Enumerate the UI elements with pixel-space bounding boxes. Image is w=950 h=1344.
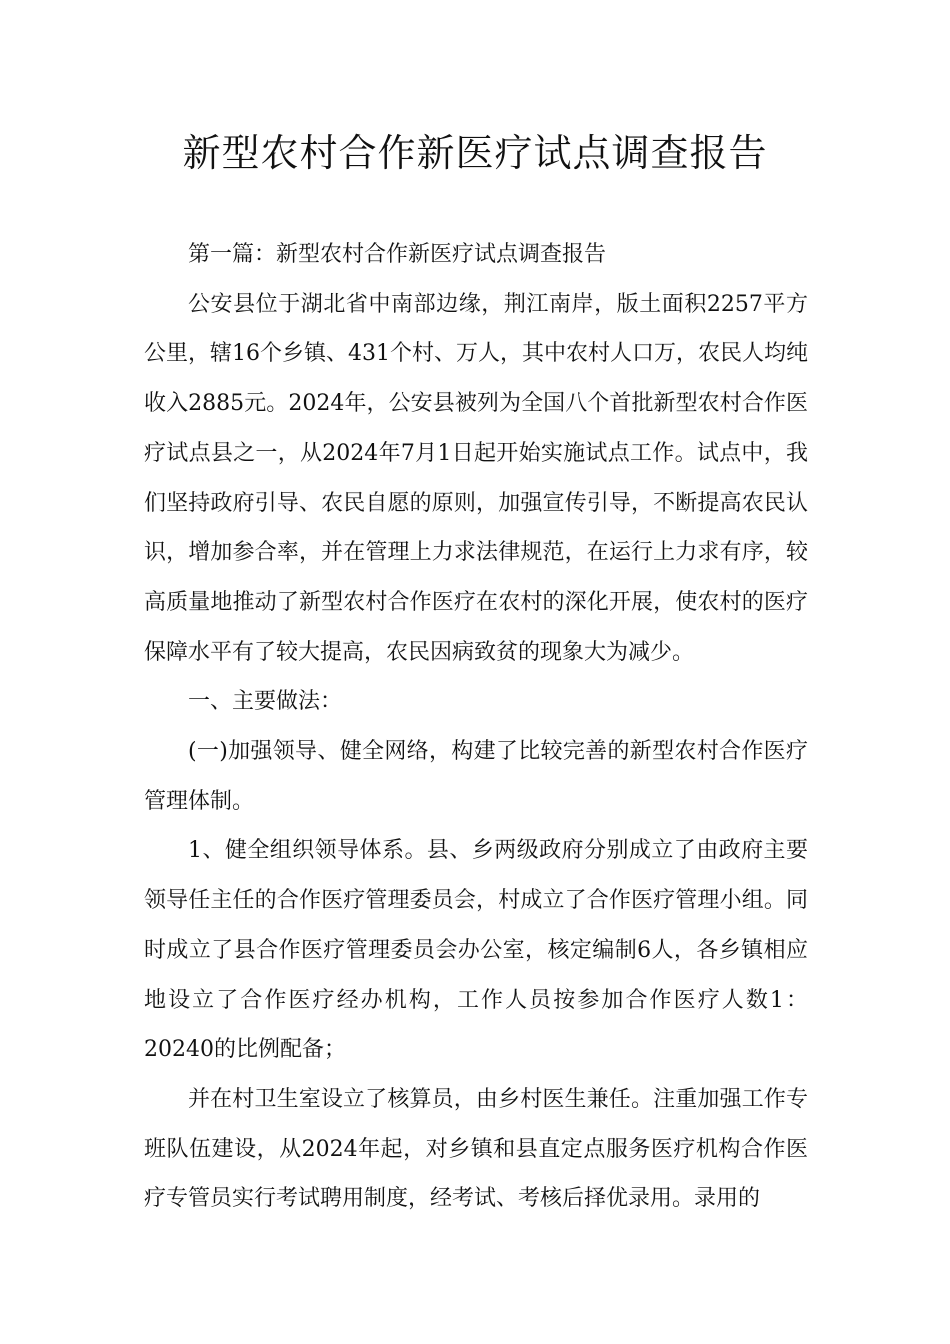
paragraph-village-accountants: 并在村卫生室设立了核算员，由乡村医生兼任。注重加强工作专班队伍建设，从2024年起，对乡镇和县直定点服务医疗机构合作医疗专管员实行考试聘用制度，经考试、考核后择优录用。录用的 [144, 1086, 808, 1212]
document-title: 新型农村合作新医疗试点调查报告 [182, 131, 768, 175]
paragraph-main-practices-heading: 一、主要做法： [188, 689, 343, 715]
paragraph-subsection-one: (一)加强领导、健全网络，构建了比较完善的新型农村合作医疗管理体制。 [144, 739, 808, 814]
document-body [144, 230, 808, 1224]
paragraph-intro: 公安县位于湖北省中南部边缘，荆江南岸，版土面积2257平方公里，辖16个乡镇、431个村、万人，其中农村人口万，农民人均纯收入2885元。2024年，公安县被列为全国八个首批新型农村合作医疗试点县之一，从2024年7月1日起开始实施试点工作。试点中，我们坚持政府引导、农民自愿的原则，加强宣传引导，不断提高农民认识，增加参合率，并在管理上力求法律规范，在运行上力求有序，较高质量地推动了新型农村合作医疗在农村的深化开展，使农村的医疗保障水平有了较大提高，农民因病致贫的现象大为减少。 [144, 291, 809, 665]
paragraph-section-heading: 第一篇：新型农村合作新医疗试点调查报告 [188, 242, 607, 267]
paragraph-organization-system: 1、健全组织领导体系。县、乡两级政府分别成立了由政府主要领导任主任的合作医疗管理委员会，村成立了合作医疗管理小组。同时成立了县合作医疗管理委员会办公室，核定编制6人，各乡镇相应地设立了合作医疗经办机构，工作人员按参加合作医疗人数1：20240的比例配备； [144, 838, 808, 1063]
